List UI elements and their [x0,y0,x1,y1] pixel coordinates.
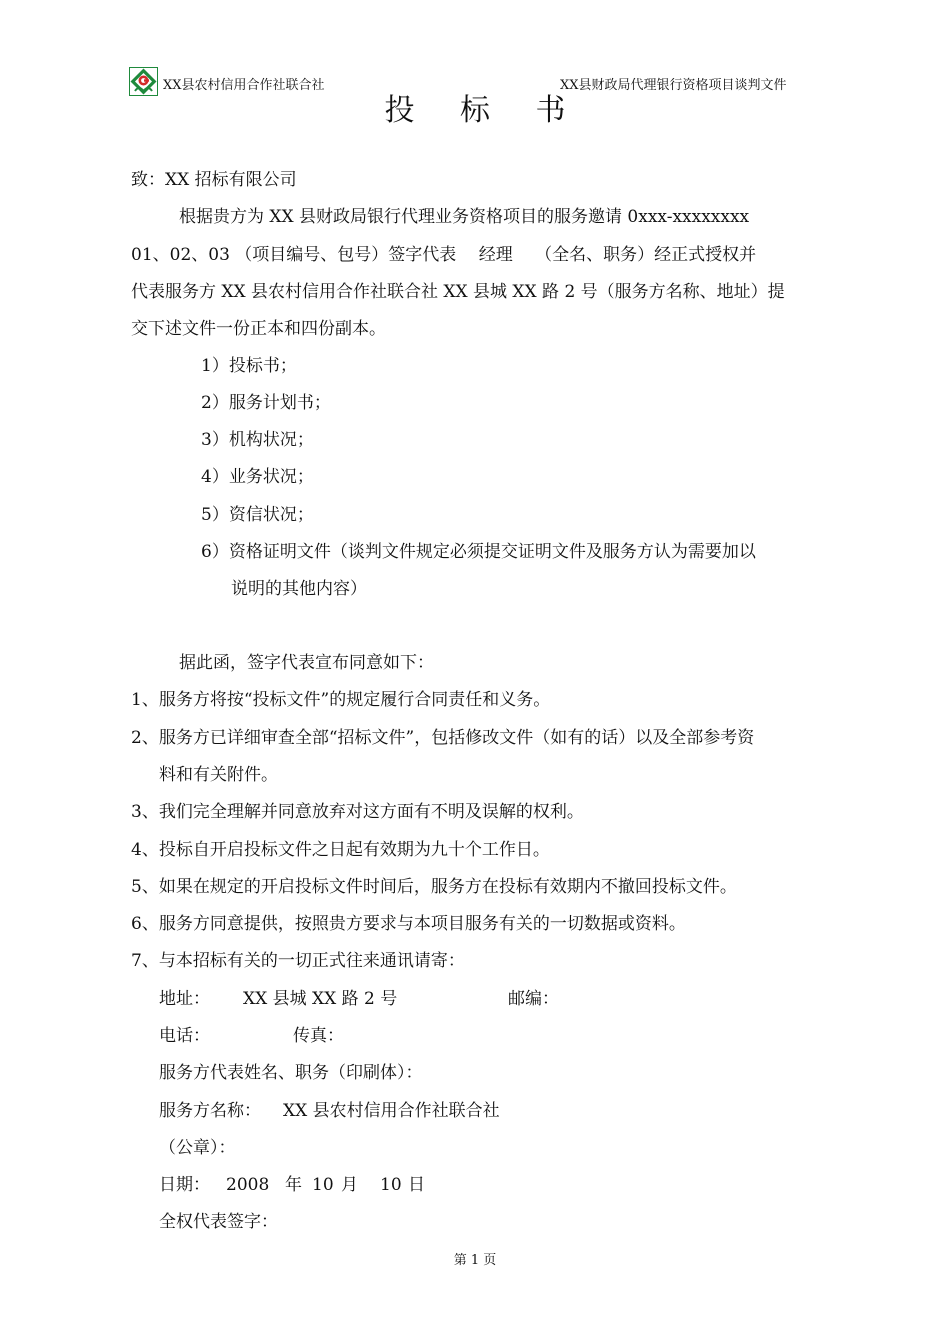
document-item: 5）资信状况； [201,505,314,525]
intro-line: 01、02、03 （项目编号、包号）签字代表 经理 （全名、职务）经正式授权并 [131,245,757,265]
clause: 6、服务方同意提供，按照贵方要求与本项目服务有关的一切数据或资料。 [131,914,686,934]
address-value: XX 县城 XX 路 2 号 [243,989,398,1009]
representative-label: 服务方代表姓名、职务（印刷体）： [159,1063,423,1083]
date-day: 10 [380,1175,402,1195]
intro-line: 代表服务方 XX 县农村信用合作社联合社 XX 县城 XX 路 2 号（服务方名称、地址）提 [131,282,785,302]
clause: 7、与本招标有关的一切正式往来通讯请寄： [131,951,465,971]
date-year: 2008 [226,1175,270,1195]
document-item: 6）资格证明文件（谈判文件规定必须提交证明文件及服务方认为需要加以 [201,542,756,562]
header-document-name: XX县财政局代理银行资格项目谈判文件 [560,78,787,93]
document-title: 投 标 书 [384,93,584,128]
clause: 1、服务方将按“投标文件”的规定履行合同责任和义务。 [131,690,551,710]
seal-label: （公章）： [159,1138,236,1158]
clause-continuation: 料和有关附件。 [159,765,278,785]
provider-name-value: XX 县农村信用合作社联合社 [283,1101,500,1121]
document-item-continuation: 说明的其他内容） [231,579,367,599]
page-number: 第 1 页 [453,1253,497,1268]
date-year-unit: 年 [285,1175,302,1195]
postcode-label: 邮编： [508,989,559,1009]
header-organization: XX县农村信用合作社联合社 [163,78,325,93]
document-item: 1）投标书； [201,356,297,376]
address-label: 地址： [159,989,210,1009]
date-label: 日期： [159,1175,210,1195]
document-item: 3）机构状况； [201,430,314,450]
clause: 2、服务方已详细审查全部“招标文件”，包括修改文件（如有的话）以及全部参考资 [131,728,755,748]
document-item: 4）业务状况； [201,467,314,487]
signature-label: 全权代表签字： [159,1212,278,1232]
provider-name-label: 服务方名称： [159,1101,261,1121]
clause: 4、投标自开启投标文件之日起有效期为九十个工作日。 [131,840,550,860]
salutation: 致：XX 招标有限公司 [131,170,297,190]
date-month-unit: 月 [341,1175,358,1195]
declaration-intro: 据此函，签字代表宣布同意如下： [179,653,434,673]
clause: 3、我们完全理解并同意放弃对这方面有不明及误解的权利。 [131,802,584,822]
fax-label: 传真： [293,1026,344,1046]
date-month: 10 [312,1175,334,1195]
intro-line: 根据贵方为 XX 县财政局银行代理业务资格项目的服务邀请 0xxx-xxxxxxxx [179,207,750,227]
document-item: 2）服务计划书； [201,393,331,413]
date-day-unit: 日 [408,1175,425,1195]
phone-label: 电话： [159,1026,210,1046]
intro-line: 交下述文件一份正本和四份副本。 [131,319,386,339]
clause: 5、如果在规定的开启投标文件时间后，服务方在投标有效期内不撤回投标文件。 [131,877,737,897]
